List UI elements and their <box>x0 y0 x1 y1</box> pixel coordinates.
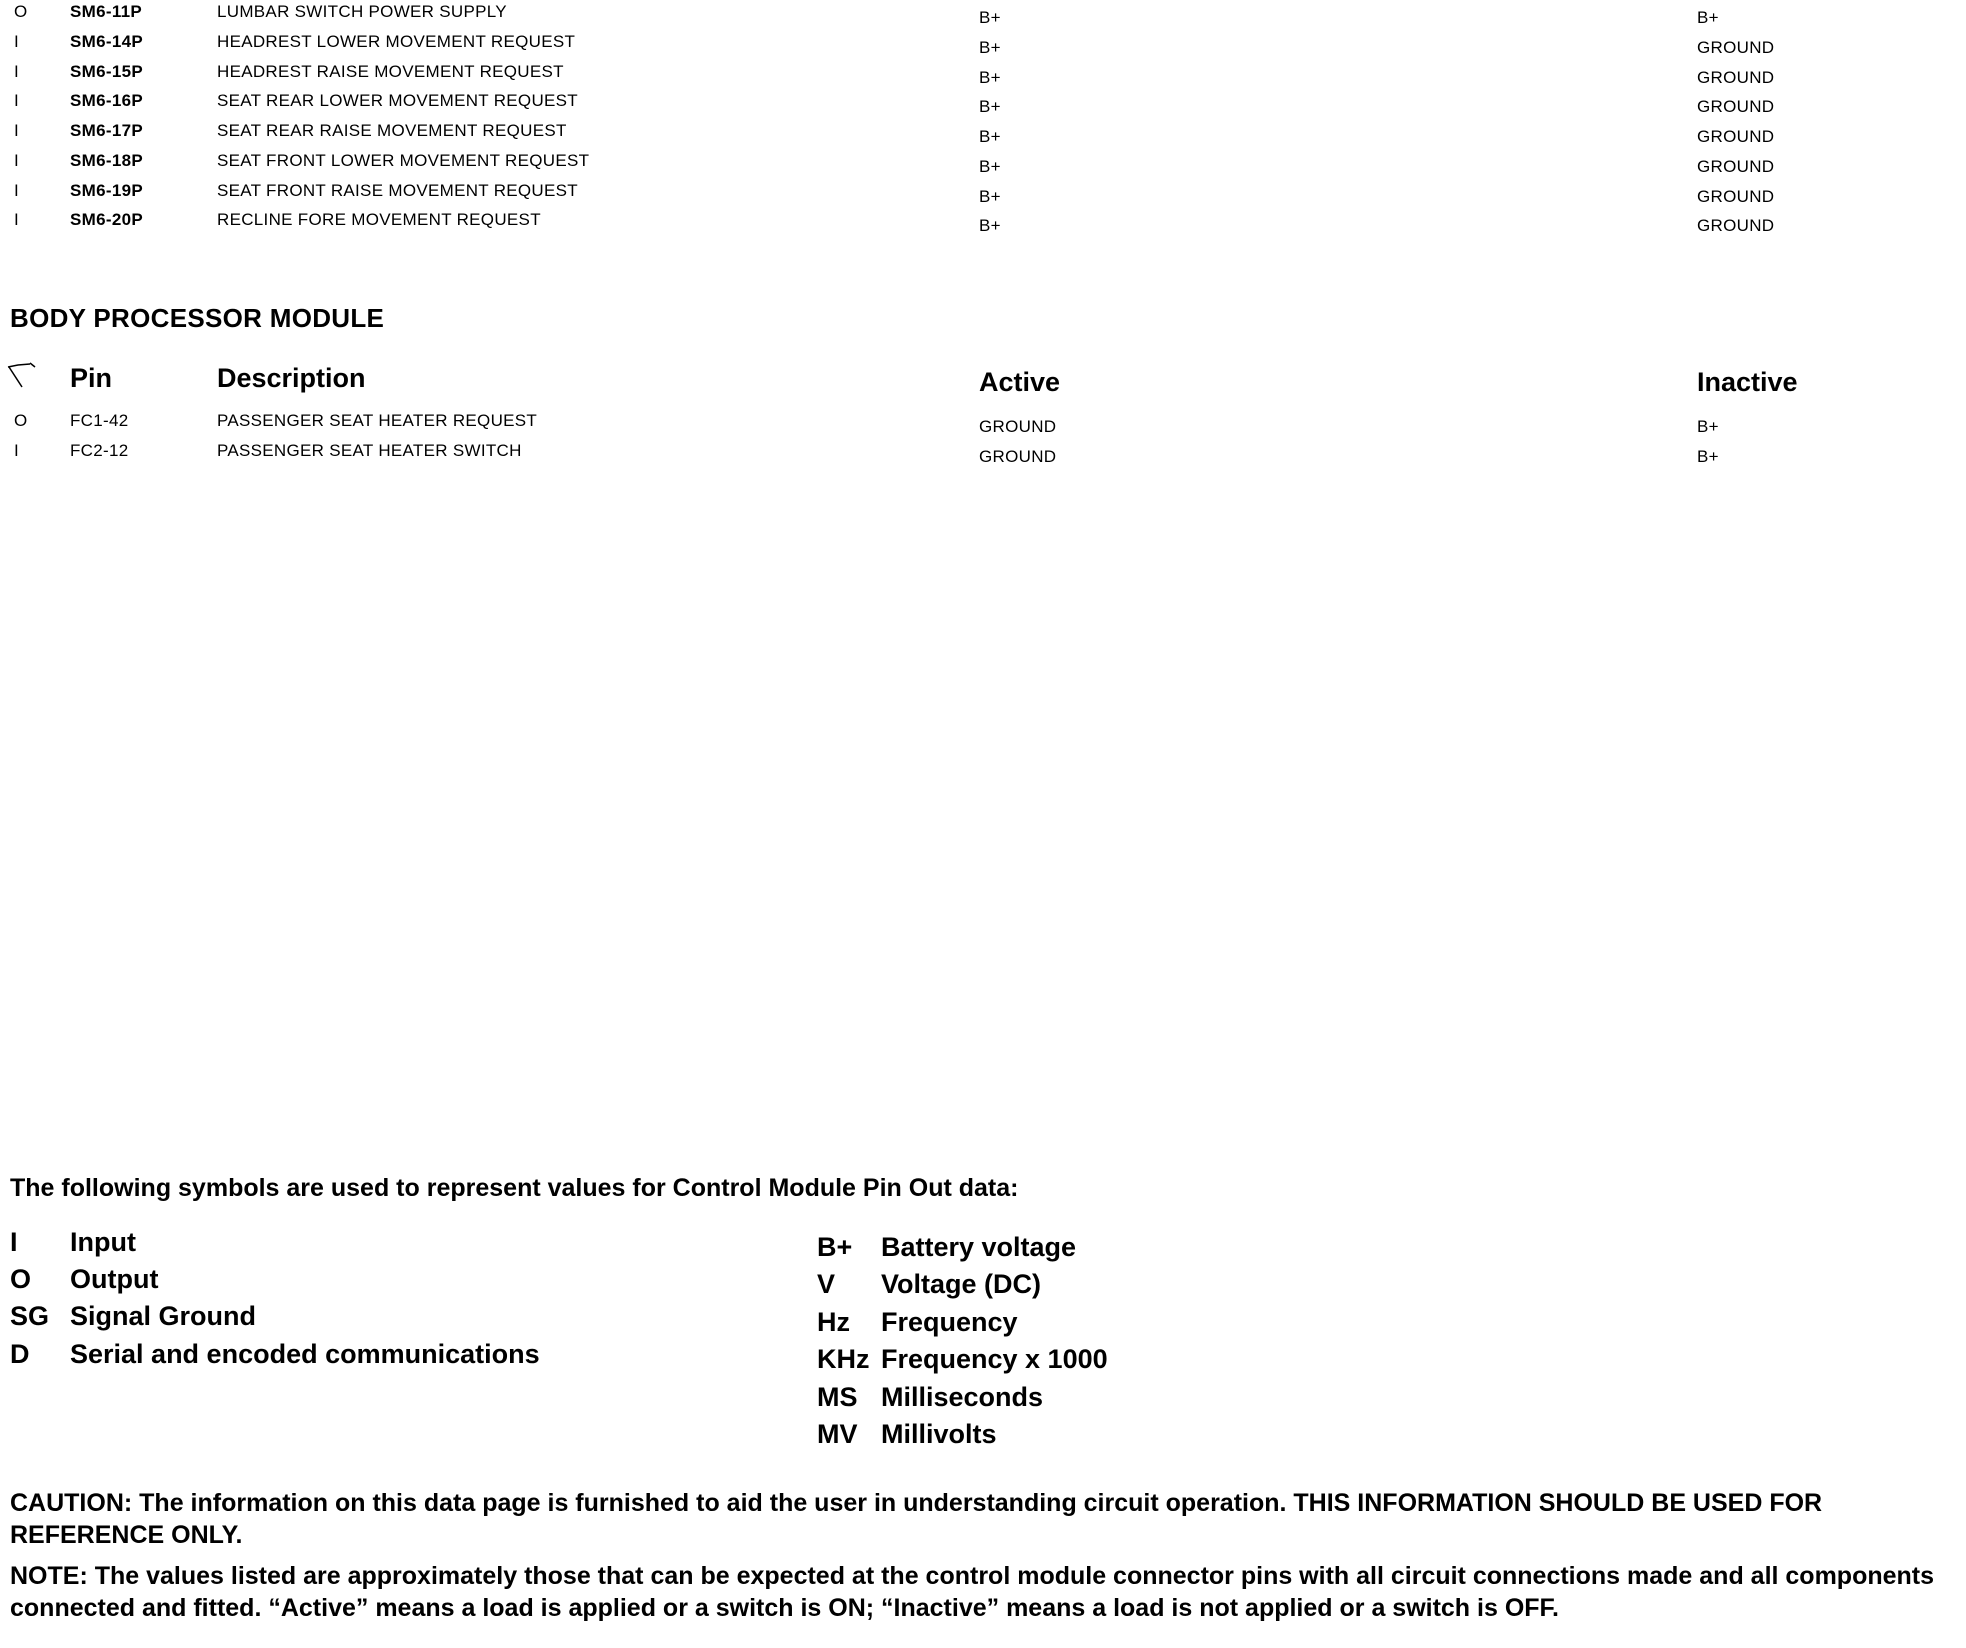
caution-text: CAUTION: The information on this data page is furnished to aid the user in understanding circuit operation. THIS INFORMATION SHOULD BE USED FOR REFERENCE ONLY. <box>10 1489 1823 1549</box>
legend-meaning: Milliseconds <box>881 1382 1044 1412</box>
legend-symbol: D <box>10 1339 30 1369</box>
inactive-cell: GROUND <box>1697 187 1775 206</box>
active-cell: GROUND <box>979 447 1057 466</box>
table-row <box>0 91 1966 115</box>
description-cell: LUMBAR SWITCH POWER SUPPLY <box>217 2 507 21</box>
legend-symbol: SG <box>10 1301 50 1331</box>
pin-cell: SM6-18P <box>70 151 143 170</box>
inactive-cell: B+ <box>1697 417 1719 436</box>
note-text: NOTE: The values listed are approximately those that can be expected at the control module connector pins with all circuit connections made and all components connected and fitted. “Active” means a load is applied or a switch is ON; “Inactive” means a load is not applied or a switch is OFF. <box>10 1562 1935 1622</box>
io-direction-icon <box>6 361 40 393</box>
legend-meaning: Frequency <box>881 1307 1018 1337</box>
legend-symbol: V <box>817 1269 836 1299</box>
io-cell: I <box>14 151 20 170</box>
description-cell: HEADREST RAISE MOVEMENT REQUEST <box>217 62 564 81</box>
io-cell: I <box>14 210 20 229</box>
active-cell: B+ <box>979 216 1001 235</box>
active-cell: B+ <box>979 38 1001 57</box>
pin-cell: FC1-42 <box>70 411 129 430</box>
legend-symbol: MS <box>817 1382 858 1412</box>
column-header-pin: Pin <box>70 363 113 393</box>
description-cell: RECLINE FORE MOVEMENT REQUEST <box>217 210 541 229</box>
inactive-cell: GROUND <box>1697 127 1775 146</box>
io-cell: I <box>14 441 20 460</box>
inactive-cell: GROUND <box>1697 68 1775 87</box>
column-header-inactive: Inactive <box>1697 367 1798 397</box>
io-cell: O <box>14 411 28 430</box>
pin-cell: FC2-12 <box>70 441 129 460</box>
io-cell: I <box>14 121 20 140</box>
legend-intro: The following symbols are used to represent values for Control Module Pin Out data: <box>10 1174 1019 1202</box>
legend-symbol: O <box>10 1264 32 1294</box>
column-header-description: Description <box>217 363 366 393</box>
io-cell: O <box>14 2 28 21</box>
active-cell: B+ <box>979 187 1001 206</box>
table-row <box>0 411 1966 435</box>
active-cell: B+ <box>979 157 1001 176</box>
table-row <box>0 181 1966 205</box>
io-cell: I <box>14 62 20 81</box>
active-cell: GROUND <box>979 417 1057 436</box>
legend-meaning: Serial and encoded communications <box>70 1339 540 1369</box>
table-row <box>0 121 1966 145</box>
inactive-cell: B+ <box>1697 8 1719 27</box>
table-row <box>0 62 1966 86</box>
legend-meaning: Voltage (DC) <box>881 1269 1041 1299</box>
legend-meaning: Frequency x 1000 <box>881 1344 1108 1374</box>
table-row <box>0 151 1966 175</box>
pin-cell: SM6-11P <box>70 2 143 21</box>
pin-cell: SM6-20P <box>70 210 143 229</box>
legend-symbol: B+ <box>817 1232 853 1262</box>
legend-symbol: I <box>10 1227 18 1257</box>
pin-cell: SM6-16P <box>70 91 143 110</box>
pin-cell: SM6-17P <box>70 121 143 140</box>
table-header <box>0 363 1966 399</box>
table-row <box>0 2 1966 26</box>
legend-meaning: Input <box>70 1227 136 1257</box>
active-cell: B+ <box>979 8 1001 27</box>
pin-cell: SM6-14P <box>70 32 143 51</box>
table-row <box>0 210 1966 234</box>
description-cell: SEAT REAR RAISE MOVEMENT REQUEST <box>217 121 567 140</box>
description-cell: PASSENGER SEAT HEATER REQUEST <box>217 411 538 430</box>
legend-symbol: MV <box>817 1419 858 1449</box>
active-cell: B+ <box>979 68 1001 87</box>
legend-meaning: Battery voltage <box>881 1232 1077 1262</box>
table-row <box>0 441 1966 465</box>
active-cell: B+ <box>979 127 1001 146</box>
description-cell: PASSENGER SEAT HEATER SWITCH <box>217 441 522 460</box>
description-cell: SEAT REAR LOWER MOVEMENT REQUEST <box>217 91 578 110</box>
pin-cell: SM6-15P <box>70 62 143 81</box>
legend-meaning: Signal Ground <box>70 1301 256 1331</box>
active-cell: B+ <box>979 97 1001 116</box>
io-cell: I <box>14 32 20 51</box>
pin-cell: SM6-19P <box>70 181 143 200</box>
column-header-active: Active <box>979 367 1061 397</box>
inactive-cell: GROUND <box>1697 38 1775 57</box>
legend-meaning: Millivolts <box>881 1419 997 1449</box>
inactive-cell: GROUND <box>1697 216 1775 235</box>
inactive-cell: B+ <box>1697 447 1719 466</box>
inactive-cell: GROUND <box>1697 157 1775 176</box>
io-cell: I <box>14 91 20 110</box>
table-row <box>0 32 1966 56</box>
legend-symbol: KHz <box>817 1344 870 1374</box>
legend-symbol: Hz <box>817 1307 850 1337</box>
description-cell: SEAT FRONT LOWER MOVEMENT REQUEST <box>217 151 590 170</box>
io-cell: I <box>14 181 20 200</box>
description-cell: HEADREST LOWER MOVEMENT REQUEST <box>217 32 576 51</box>
description-cell: SEAT FRONT RAISE MOVEMENT REQUEST <box>217 181 578 200</box>
legend-meaning: Output <box>70 1264 159 1294</box>
inactive-cell: GROUND <box>1697 97 1775 116</box>
section-title: BODY PROCESSOR MODULE <box>10 303 385 333</box>
